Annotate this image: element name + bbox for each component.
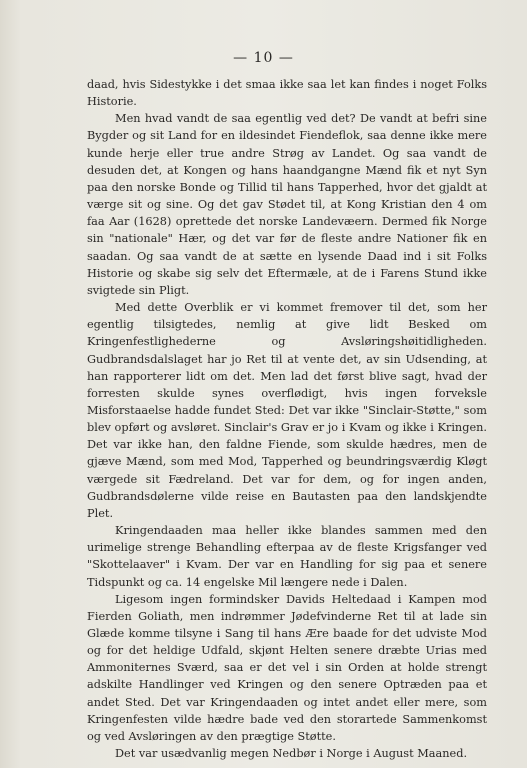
paragraph: Ligesom ingen formindsker Davids Heltedaad i Kampen mod Fierden Goliath, men indrømmer Jødefvinderne Ret til at lade sin Glæde komme tilsyne i Sang til hans Ære baade for det udviste Mod og for det heldige Udfald, skjønt Helten senere dræbte Urias med Ammoniternes Sværd, saa er det vel i sin Orden at holde strengt adskilte Handlinger ved Kringen og den senere Optræden paa et andet Sted. Det var Kringendaaden og intet andet eller mere, som Kringenfesten vilde hædre bade ved den storartede Sammenkomst og ved Avsløringen av den prægtige Støtte. bbox=[87, 592, 487, 743]
paragraph-continuation: daad, hvis Sidestykke i det smaa ikke saa let kan findes i noget Folks Historie. bbox=[87, 78, 487, 109]
page-number: — 10 — bbox=[233, 50, 294, 66]
paragraph: Med dette Overblik er vi kommet fremover til det, som her egentlig tilsigtedes, nemlig at give lidt Besked om Kringenfestlighederne og Avsløringshøitidligheden. Gudbrandsdalslaget har jo Ret til at vente det, av sin Udsending, at han rapporterer lidt om det. Men lad det først blive sagt, hvad der forresten skulde synes overflødigt, hvis ingen forveksle Misforstaaelse hadde fundet Sted: Det var ikke "Sinclair-Støtte," som blev opført og avsløret. Sinclair's Grav er jo i Kvam og ikke i Kringen. Det var ikke han, den faldne Fiende, som skulde hædres, men de gjæve Mænd, som med Mod, Tapperhed og beundringsværdig Kløgt værgede sit Fædreland. Det var for dem, og for ingen anden, Gudbrandsdølerne vilde reise en Bautasten paa den landskjendte Plet. bbox=[87, 301, 487, 520]
paragraph: Men hvad vandt de saa egentlig ved det? De vandt at befri sine Bygder og sit Land for en ildesindet Fiendeflok, saa denne ikke mere kunde herje eller true andre Strøg av Landet. Og saa vandt de desuden det, at Kongen og hans haandgangne Mænd fik et nyt Syn paa den norske Bonde og Tillid til hans Tapperhed, hvor det gjaldt at værge sit og sine. Og det gav Stødet til, at Kong Kristian den 4 om faa Aar (1628) oprettede det norske Landevæern. Dermed fik Norge sin "nationale" Hær, og det var før de fleste andre Nationer fik en saadan. Og saa vandt de at sætte en lysende Daad ind i sit Folks Historie og skabe sig selv det Eftermæle, at de i Farens Stund ikke svigtede sin Pligt. bbox=[87, 112, 487, 297]
paragraph: Kringendaaden maa heller ikke blandes sammen med den urimelige strenge Behandling efterpaa av de fleste Krigsfanger ved "Skottelaaver" i Kvam. Der var en Handling for sig paa et senere Tidspunkt og ca. 14 engelske Mil længere nede i Dalen. bbox=[87, 524, 487, 589]
paragraph: Det var usædvanlig megen Nedbør i Norge i August Maaned. bbox=[115, 747, 468, 761]
body-text bbox=[87, 76, 487, 762]
